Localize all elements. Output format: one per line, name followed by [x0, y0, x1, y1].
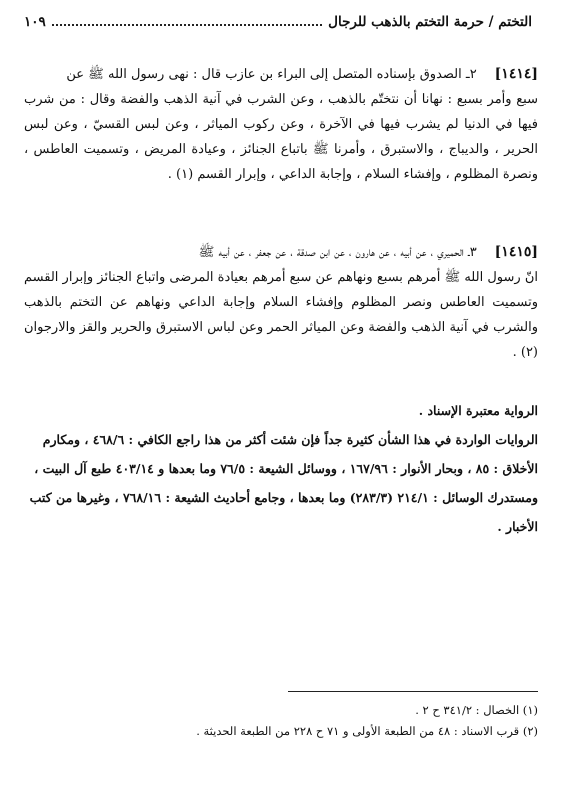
footnote-2: (٢) قرب الاسناد : ٤٨ من الطبعة الأولى و ٧١ ح ٢٢٨ من الطبعة الحديثة . — [196, 724, 538, 738]
entry-body: سبع وأمر بسبع : نهانا أن نتختّم بالذهب ، وعن الشرب في آنية الذهب والفضة وقال : من شرب فيها في الدنيا لم يشرب فيها في الآخرة ، وعن ركوب المياثر ، وعن لبس القسيّ ، وعن لبس الحرير ، والديباج ، والاستبرق ، وأمرنا ﷺ باتباع الجنائز ، وعيادة المريض ، وتسميت العاطس ، ونصرة المظلوم ، وإفشاء السلام ، وإجابة الداعي ، وإبرار القسم (١) . — [24, 92, 538, 182]
header-dot-leader — [52, 14, 322, 26]
entry-opening: ٢ـ الصدوق بإسناده المتصل إلى البراء بن عازب قال : نهى رسول الله ﷺ عن — [66, 67, 477, 82]
page-header — [24, 14, 532, 40]
entry-number: [١٤١٥] — [494, 244, 538, 260]
entry-first-line — [24, 240, 538, 265]
running-title: التختم / حرمة التختم بالذهب للرجال — [328, 14, 532, 30]
chain-evaluation: الرواية معتبرة الإسناد . — [418, 403, 538, 418]
references-paragraph: الروايات الواردة في هذا الشأن كثيرة جداً فإن شئت أكثر من هذا راجع الكافي : ٤٦٨/٦ ، ومكارم الأخلاق : ٨٥ ، وبحار الأنوار : ١٦٧/٩٦ ، ووسائل الشيعة : ٧٦/٥ وما بعدها و ٤٠٣/١٤ طبع آل البيت ، ومستدرك الوسائل : ٢١٤/١ (٢٨٣/٣) وما بعدها ، وجامع أحاديث الشيعة : ٧٦٨/١٦ ، وغيرها من كتب الأخبار . — [29, 432, 538, 534]
footnote-divider — [288, 691, 538, 692]
hadith-entry-1414 — [24, 62, 538, 187]
entry-first-line — [24, 62, 538, 87]
footnotes — [24, 700, 538, 742]
entry-opening: ٣ـ الحميري ، عن أبيه ، عن هارون ، عن ابن صدقة ، عن جعفر ، عن أبيه ﷺ — [198, 245, 477, 260]
footnote-1: (١) الخصال : ٣٤١/٢ ح ٢ . — [415, 703, 538, 717]
page-number: ١٠٩ — [24, 14, 46, 30]
entry-number: [١٤١٤] — [494, 66, 538, 82]
hadith-entry-1415 — [24, 240, 538, 365]
entry-body: انّ رسول الله ﷺ أمرهم بسبع ونهاهم عن سبع أمرهم بعيادة المرضى واتباع الجنائز وإبرار القسم وتسميت العاطس ونصر المظلوم وإفشاء السلام وإجابة الداعي ونهاهم عن التختم بالذهب والشرب في آنية الذهب والفضة وعن المياثر الحمر وعن لباس الاستبرق والحرير والقز والارجوان (٢) . — [24, 270, 538, 360]
